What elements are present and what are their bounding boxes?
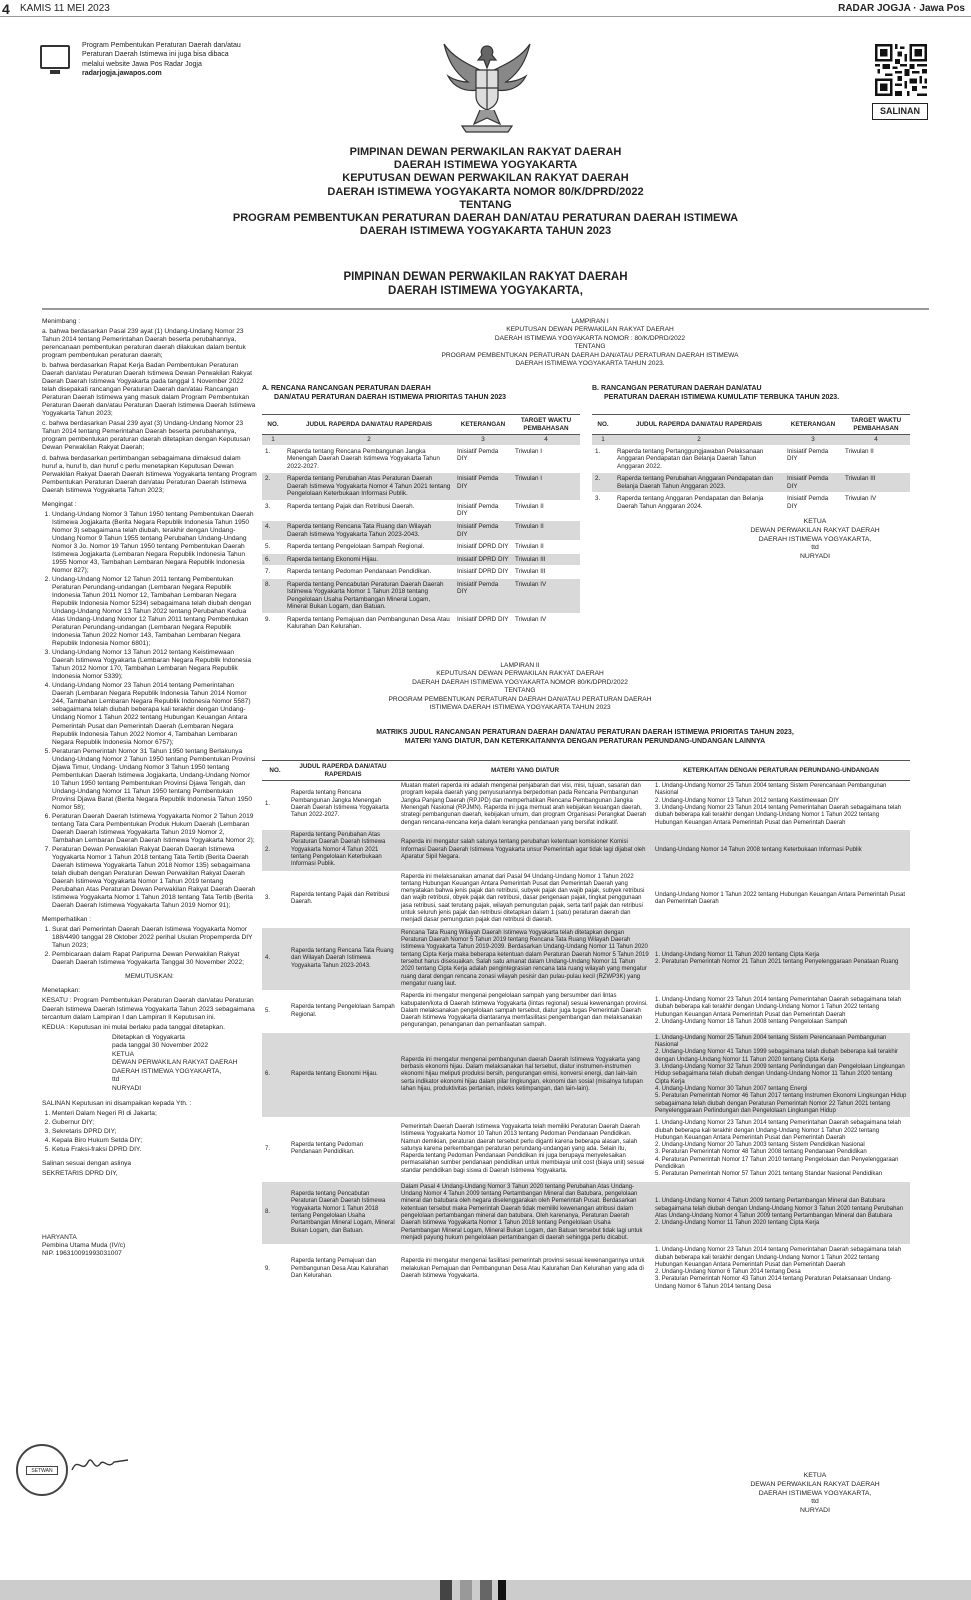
col-index: 1 <box>592 435 614 446</box>
signature-line: ttd <box>811 1498 819 1506</box>
list-item: 4. Undang-Undang Nomor 23 Tahun 2014 tentang Pemerintahan Daerah (Lembaran Negara Republik Indonesia Tahun 2014 Nomor 244, Tambahan Lembaran Negara Republik Indonesia Nomor 5587) sebagaimana telah diubah beberapa kali terakhir dengan Undang- Undang Nomor 1 Tahun 2022 tentang Hubungan Keuangan Antara Pemerintah Pusat dan Pemerintah Daerah (Lembaran Negara Republik Indonesia Tahun 2022 Nomor 4, Tambahan Lembaran Negara Republik Indonesia Nomor 6757); <box>52 682 257 746</box>
col-index: 1 <box>262 435 284 446</box>
matrix-title <box>270 729 900 747</box>
signature-line: ttd <box>811 544 819 552</box>
table-row <box>262 566 580 579</box>
page-date: KAMIS 11 MEI 2023 <box>20 3 110 14</box>
table-row <box>262 541 580 554</box>
table-cell: Inisiatif DPRD DIY <box>454 613 512 633</box>
table-cell: 9. <box>262 1245 288 1294</box>
col-materi: MATERI YANG DIATUR <box>398 761 652 781</box>
signature-line: DEWAN PERWAKILAN RAKYAT DAERAH <box>750 1480 880 1488</box>
list-item: 5. Peraturan Pemerintah Nomor 31 Tahun 1950 tentang Berlakunya Undang-Undang Nomor 2 Tahun 1950 tentang Pembentukan Provinsi Djawa Timur, Undang- Undang Nomor 3 Tahun 1950 tentang Pembentukan Daerah Istimewa Jogjakarta, Undang-Undang Nomor 10 Tahun 1950 tentang Pembentukan Provinsi Djawa Tengah, dan Undang-Undang Nomor 11 Tahun 1950 tentang Pembentukan Provinsi Djawa Barat (Berita Negara Republik Indonesia Tahun 1950 Nomor 58); <box>52 748 257 812</box>
table-row <box>262 781 910 830</box>
list-item: 5. Ketua Fraksi-fraksi DPRD DIY. <box>52 1146 257 1154</box>
lampiran-line: DAERAH ISTIMEWA YOGYAKARTA TAHUN 2023. <box>515 360 665 368</box>
col-keterangan: KETERANGAN <box>784 415 842 435</box>
signature-line: KETUA <box>112 1050 134 1058</box>
col-index: 4 <box>842 435 910 446</box>
table-cell: 4. <box>262 521 284 541</box>
table-body <box>592 445 910 513</box>
official-stamp <box>16 1444 68 1496</box>
table-cell: Raperda tentang Pedoman Pendanaan Pendidikan. <box>288 1118 398 1182</box>
table-cell: Inisiatif DPRD DIY <box>454 566 512 579</box>
table-cell: Triwulan II <box>512 521 580 541</box>
signature-line: DAERAH ISTIMEWA YOGYAKARTA, <box>758 1489 872 1497</box>
table-number-row <box>592 435 910 446</box>
table-cell: 1. Undang-Undang Nomor 11 Tahun 2020 tentang Cipta Kerja 2. Peraturan Pemerintah Nomor 21 Tahun 2021 tentang Penyelenggaraan Penataan Ruang <box>652 927 910 991</box>
sekretaris-nip: NIP. 196310091993031007 <box>42 1249 122 1257</box>
table-cell: Triwulan I <box>512 445 580 473</box>
table-row <box>262 521 580 541</box>
table-cell: Triwulan I <box>512 473 580 501</box>
list-item: 6. Peraturan Daerah Daerah Istimewa Yogyakarta Nomor 2 Tahun 2019 tentang Tata Cara Pembentukan Produk Hukum Daerah (Lembaran Daerah Daerah Istimewa Yogyakarta Tahun 2019 Nomor 2, Tambahan Lembaran Daerah Daerah Istimewa Yogyakarta Nomor 2); <box>52 813 257 845</box>
memperhatikan-list <box>42 926 257 967</box>
signature-line: Ditetapkan di Yogyakarta <box>112 1033 185 1041</box>
table-cell: Raperda ini melaksanakan amanat dari Pasal 94 Undang-Undang Nomor 1 Tahun 2022 tentang Hubungan Keuangan Antara Pemerintah Pusat dan Pemerintah Daerah yang menyatakan bahwa jenis pajak dan retribusi, subyek pajak dan wajib pajak, subyek retribusi dan wajib retribusi, obyek pajak dan retribusi, dasar pengenaan pajak, tingkat penggunaan jasa retribusi, saat terutang pajak, wilayah pemungutan pajak, serta tarif pajak dan retribusi untuk seluruh jenis pajak dan retribusi ditetapkan dalam 1 (satu) peraturan daerah dan menjadi dasar pemungutan pajak dan retribusi di daerah. <box>398 871 652 927</box>
table-cell: Raperda ini mengatur mengenai pengelolaan sampah yang bersumber dari lintas kabupaten/kota di Daerah Istimewa Yogyakarta (lintas regional) sesuai kewenangan provinsi. Dalam melaksanakan pengelolaan sampah tersebut, diatur juga tugas Pemerintah Daerah Daerah Istimewa Yogyakarta diantaranya memfasilitasi pengembangan dan melaksanakan pengurangan, penanganan dan pemanfaatan sampah. <box>398 991 652 1033</box>
newspaper-name: RADAR JOGJA · Jawa Pos <box>838 3 965 14</box>
lampiran-line: LAMPIRAN I <box>571 318 609 325</box>
signature-line: DEWAN PERWAKILAN RAKYAT DAERAH <box>112 1059 238 1067</box>
signature-line: DEWAN PERWAKILAN RAKYAT DAERAH <box>750 526 880 534</box>
sekretaris-name: HARYANTA <box>42 1233 77 1241</box>
lampiran-2-heading <box>320 662 720 713</box>
col-index: 3 <box>454 435 512 446</box>
table-cell: Raperda ini mengatur mengenai fasilitasi pemerintah provinsi sesuai kewenangannya untuk melakukan Pemajuan dan Pembangunan Desa Atau Kalurahan Dan Kelurahan yang ada di Daerah Istimewa Yogyakarta. <box>398 1245 652 1294</box>
table-cell: Triwulan II <box>512 500 580 520</box>
table-cell: 1. <box>262 445 284 473</box>
table-row <box>262 1245 910 1294</box>
table-number-row <box>262 435 580 446</box>
table-cell: Inisiatif Pemda DIY <box>454 473 512 501</box>
table-row <box>262 613 580 633</box>
col-no: NO. <box>262 761 288 781</box>
table-cell: 1. Undang-Undang Nomor 23 Tahun 2014 tentang Pemerintahan Daerah sebagaimana telah diubah beberapa kali terakhir dengan Undang-Undang Nomor 1 Tahun 2022 tentang Hubungan Keuangan Antara Pemerintah Pusat dan Pemerintah Daerah 2. Undang-Undang Nomor 20 Tahun 2003 tentang Sistem Pendidikan Nasional 3. Peraturan Pemerintah Nomor 48 Tahun 2008 tentang Pendanaan Pendidikan 4. Peraturan Pemerintah Nomor 17 Tahun 2010 tentang Pengelolaan dan Penyelenggaraan Pendidikan 5. Peraturan Pemerintah Nomor 57 Tahun 2021 tentang Standar Nasional Pendidikan <box>652 1118 910 1182</box>
table-row <box>262 829 910 871</box>
col-judul: JUDUL RAPERDA DAN/ATAU RAPERDAIS <box>614 415 784 435</box>
table-cell: Raperda tentang Rencana Tata Ruang dan Wilayah Daerah Istimewa Yogyakarta Tahun 2023-2043. <box>284 521 454 541</box>
signature-line: DAERAH ISTIMEWA YOGYAKARTA, <box>112 1067 222 1075</box>
signature-line: ttd <box>112 1076 120 1084</box>
table-cell: 1. Undang-Undang Nomor 23 Tahun 2014 tentang Pemerintahan Daerah sebagaimana telah diubah beberapa kali terakhir dengan Undang-Undang Nomor 1 Tahun 2022 tentang Hubungan Keuangan Antara Pemerintah Pusat dan Pemerintah Daerah 2. Undang-Undang Nomor 18 Tahun 2008 tentang Pengelolaan Sampah <box>652 991 910 1033</box>
signature-line: KETUA <box>803 1472 827 1479</box>
table-cell: 7. <box>262 1118 288 1182</box>
section-line: PERATURAN DAERAH ISTIMEWA KUMULATIF TERBUKA TAHUN 2023. <box>604 393 840 401</box>
heading-line: DAERAH ISTIMEWA YOGYAKARTA NOMOR 80/K/DPRD/2022 <box>327 185 644 198</box>
decree-heading <box>170 146 801 238</box>
signature-line: NURYADI <box>112 1084 142 1092</box>
heading-line: KEPUTUSAN DEWAN PERWAKILAN RAKYAT DAERAH <box>342 172 629 185</box>
section-b-heading <box>592 385 912 403</box>
table-cell: 3. <box>262 871 288 927</box>
col-index: 4 <box>512 435 580 446</box>
table-cell: Triwulan III <box>512 553 580 566</box>
table-cell: Raperda tentang Pemajuan dan Pembangunan Desa Atau Kalurahan Dan Kelurahan. <box>284 613 454 633</box>
table-cell: 1. Undang-Undang Nomor 4 Tahun 2009 tentang Pertambangan Mineral dan Batubara sebagaimana telah diubah dengan Undang-Undang Nomor 3 Tahun 2020 tentang Perubahan Atas Undang-Undang Nomor 4 Tahun 2009 tentang Pertambangan Mineral dan Batubara 2. Undang-Undang Nomor 11 Tahun 2020 tentang Cipta Kerja <box>652 1181 910 1245</box>
mengingat-label: Mengingat : <box>42 500 77 508</box>
table-prioritas <box>262 414 580 634</box>
col-no: NO. <box>592 415 614 435</box>
computer-icon <box>40 45 70 69</box>
lampiran-line: ISTIMEWA DAERAH ISTIMEWA YOGYAKARTA TAHUN 2023 <box>429 704 611 712</box>
signature-block-lampiran-1 <box>700 518 930 562</box>
matrix-title-line: MATRIKS JUDUL RANCANGAN PERATURAN DAERAH DAN/ATAU PERATURAN DAERAH ISTIMEWA PRIORITAS TAHUN 2023, <box>376 729 794 736</box>
table-cell: Pemerintah Daerah Daerah Istimewa Yogyakarta telah memiliki Peraturan Daerah Daerah Istimewa Yogyakarta Nomor 10 Tahun 2013 tentang Pedoman Pendanaan Pendidikan. Namun demikian, peraturan daerah tersebut perlu diganti karena beberapa alasan, salah satunya karena perkembangan peraturan perundang-undangan yang ada. Selain itu, Raperda tentang Pedoman Pendanaan Pendidikan ini juga berupaya menyelesaikan permasalahan sumber pendanaan pendidikan untuk membiayai unit cost (biaya unit) sesuai standar pendidikan bagi siswa di Daerah Istimewa Yogyakarta. <box>398 1118 652 1182</box>
issuer-heading <box>170 270 801 299</box>
heading-line: PIMPINAN DEWAN PERWAKILAN RAKYAT DAERAH <box>349 146 622 158</box>
table-cell: Triwulan II <box>512 541 580 554</box>
table-row <box>262 445 580 473</box>
decree-body <box>42 318 257 1258</box>
heading-line: PIMPINAN DEWAN PERWAKILAN RAKYAT DAERAH <box>343 271 628 283</box>
heading-line: PROGRAM PEMBENTUKAN PERATURAN DAERAH DAN/ATAU PERATURAN DAERAH ISTIMEWA <box>232 211 739 224</box>
table-cell: Raperda tentang Perubahan Atas Peraturan Daerah Daerah Istimewa Yogyakarta Nomor 4 Tahun 2021 tentang Pengelolaan Keterbukaan Informasi Publik. <box>288 829 398 871</box>
table-cell: 2. <box>592 473 614 493</box>
table-cell: Inisiatif Pemda DIY <box>454 521 512 541</box>
table-cell: Triwulan III <box>842 473 910 493</box>
col-target: TARGET WAKTU PEMBAHASAN <box>512 415 580 435</box>
table-matrix <box>262 760 910 1294</box>
table-cell: Raperda tentang Rencana Pembangunan Jangka Menengah Daerah Daerah Istimewa Yogyakarta Tahun 2022-2027. <box>284 445 454 473</box>
table-cell: Raperda tentang Rencana Pembangunan Jangka Menengah Daerah Daerah Istimewa Yogyakarta Tahun 2022-2027. <box>288 781 398 830</box>
online-note-url[interactable]: radarjogja.jawapos.com <box>82 70 162 78</box>
signature-line: KETUA <box>803 518 827 525</box>
table-cell: 5. <box>262 541 284 554</box>
list-item: 1. Undang-Undang Nomor 3 Tahun 1950 tentang Pembentukan Daerah Istimewa Jogjakarta (Berita Negara Republik Indonesia Tahun 1950 Nomor 3) sebagaimana telah diubah, terakhir dengan Undang-Undang Nomor 9 Tahun 1955 tentang Perubahan Undang-Undang Nomor 3 Jo. Nomor 19 Tahun 1950 tentang Pembentukan Daerah Istimewa Jogjakarta (Lembaran Negara Republik Indonesia Tahun 1955 Nomor 43, Tambahan Lembaran Negara Republik Indonesia Nomor 827); <box>52 511 257 575</box>
list-item: 1. Surat dari Pemerintah Daerah Daerah Istimewa Yogyakarta Nomor 188/4490 tanggal 28 Oktober 2022 perihal Usulan Propemperda DIY Tahun 2023; <box>52 926 257 950</box>
table-cell: 2. <box>262 473 284 501</box>
table-cell: Triwulan II <box>842 445 910 473</box>
signature-line: DAERAH ISTIMEWA YOGYAKARTA, <box>758 535 872 543</box>
list-item: 3. Undang-Undang Nomor 13 Tahun 2012 tentang Keistimewaan Daerah Istimewa Yogyakarta (Lembaran Negara Republik Indonesia Tahun 2012 Nomor 170, Tambahan Lembaran Negara Republik Indonesia Nomor 5339); <box>52 649 257 681</box>
table-cell: Inisiatif Pemda DIY <box>454 578 512 613</box>
footer-mark <box>498 1580 506 1600</box>
signature-line: pada tanggal 30 November 2022 <box>112 1042 209 1050</box>
menimbang-label: Menimbang : <box>42 318 81 325</box>
table-row <box>262 1118 910 1182</box>
signature-line: NURYADI <box>800 1507 830 1515</box>
table-cell: Inisiatif Pemda DIY <box>454 500 512 520</box>
stamp-label: SETWAN <box>26 1466 58 1475</box>
lampiran-line: LAMPIRAN II <box>500 662 540 669</box>
table-cell: Triwulan IV <box>512 578 580 613</box>
list-item: 7. Peraturan Dewan Perwakilan Rakyat Daerah Daerah Istimewa Yogyakarta Nomor 1 Tahun 2018 tentang Tata Tertib (Berita Daerah Daerah Istimewa Yogyakarta Tahun 2018 Nomor 135) sebagaimana telah diubah dengan Peraturan Dewan Perwakilan Rakyat Daerah Daerah Istimewa Yogyakarta Nomor 1 Tahun 2019 tentang Perubahan Atas Peraturan Dewan Perwakilan Rakyat Daerah Daerah Istimewa Yogyakarta Nomor 1 Tahun 2018 tentang Tata Tertib (Berita Daerah Daerah Istimewa Yogyakarta Tahun 2019 Nomor 91); <box>52 846 257 910</box>
table-cell: 3. <box>592 493 614 513</box>
heading-line: DAERAH ISTIMEWA YOGYAKARTA TAHUN 2023 <box>359 225 612 238</box>
table-body <box>262 781 910 1294</box>
col-keterkaitan: KETERKAITAN DENGAN PERATURAN PERUNDANG-UNDANGAN <box>652 761 910 781</box>
list-item: 3. Sekretaris DPRD DIY; <box>52 1128 257 1136</box>
table-cell: 3. <box>262 500 284 520</box>
col-judul: JUDUL RAPERDA DAN/ATAU RAPERDAIS <box>284 415 454 435</box>
col-index: 2 <box>614 435 784 446</box>
table-cell: Triwulan III <box>512 566 580 579</box>
table-cell: Raperda tentang Pemajuan dan Pembangunan Desa Atau Kalurahan Dan Kelurahan. <box>288 1245 398 1294</box>
table-row <box>262 473 580 501</box>
table-cell: Raperda ini mengatur salah satunya tentang perubahan ketentuan komisioner Komisi Informasi Daerah Daerah Istimewa Yogyakarta unsur Pemerintah agar tidak lagi dijabat oleh Aparatur Sipil Negara. <box>398 829 652 871</box>
table-kumulatif <box>592 414 910 513</box>
table-row <box>262 578 580 613</box>
table-cell: Raperda tentang Pencabutan Peraturan Daerah Daerah Istimewa Yogyakarta Nomor 1 Tahun 2018 tentang Pengelolaan Usaha Pertambangan Mineral Logam, Mineral Bukan Logam, dan Batuan. <box>288 1181 398 1245</box>
table-row <box>592 493 910 513</box>
heading-line: DAERAH ISTIMEWA YOGYAKARTA, <box>388 285 583 298</box>
lampiran-line: PROGRAM PEMBENTUKAN PERATURAN DAERAH DAN/ATAU PERATURAN DAERAH ISTIMEWA <box>441 351 739 359</box>
table-body <box>262 445 580 633</box>
table-cell: Raperda tentang Pertanggungjawaban Pelaksanaan Anggaran Pendapatan dan Belanja Daerah Tahun Anggaran 2022. <box>614 445 784 473</box>
table-cell: Undang-Undang Nomor 14 Tahun 2008 tentang Keterbukaan Informasi Publik <box>652 829 910 871</box>
col-judul: JUDUL RAPERDA DAN/ATAU RAPERDAIS <box>288 761 398 781</box>
lampiran-1-heading <box>420 318 760 369</box>
online-note-text <box>82 41 242 79</box>
table-cell: Raperda tentang Perubahan Anggaran Pendapatan dan Belanja Daerah Tahun Anggaran 2023. <box>614 473 784 493</box>
table-row <box>262 871 910 927</box>
list-item: 2. Pembicaraan dalam Rapat Paripurna Dewan Perwakilan Rakyat Daerah Daerah Istimewa Yogyakarta Tanggal 30 November 2022; <box>52 951 257 967</box>
list-item: 2. Gubernur DIY; <box>52 1119 257 1127</box>
tembusan-list <box>42 1110 257 1154</box>
table-cell: 1. <box>262 781 288 830</box>
table-cell: 1. <box>592 445 614 473</box>
lampiran-line: TENTANG <box>574 343 606 351</box>
salinan-badge: SALINAN <box>872 103 928 120</box>
table-cell: Inisiatif Pemda DIY <box>784 445 842 473</box>
col-index: 3 <box>784 435 842 446</box>
table-cell: 6. <box>262 1032 288 1117</box>
table-cell: 8. <box>262 578 284 613</box>
table-cell: Raperda tentang Pedoman Pendanaan Pendidikan. <box>284 566 454 579</box>
matrix-title-line: MATERI YANG DIATUR, DAN KETERKAITANNYA DENGAN PERATURAN PERUNDANG-UNDANGAN LAINNYA <box>404 737 766 745</box>
table-row <box>262 991 910 1033</box>
table-row <box>592 445 910 473</box>
table-cell: Raperda tentang Pengelolaan Sampah Regional. <box>288 991 398 1033</box>
sekretaris-title: SEKRETARIS DPRD DIY, <box>42 1169 118 1177</box>
menimbang-item: b. bahwa berdasarkan Rapat Kerja Badan Pembentukan Peraturan Daerah dan/atau Peraturan Daerah Istimewa Dewan Perwakilan Rakyat Daerah Daerah Istimewa Yogyakarta pada tanggal 1 November 2022 telah disepakati rancangan Peraturan Daerah dan/atau Rancangan Peraturan Daerah Istimewa yang masuk dalam Program Pembentukan Peraturan Daerah dan/atau Peraturan Daerah Istimewa Daerah Istimewa Yogyakarta Tahun 2023; <box>42 362 256 418</box>
table-row <box>262 553 580 566</box>
page-header-bar <box>0 0 971 17</box>
table-cell: 2. <box>262 829 288 871</box>
kedua-clause: KEDUA : Keputusan ini mulai berlaku pada tanggal ditetapkan. <box>42 1023 225 1031</box>
lampiran-line: DAERAH ISTIMEWA YOGYAKARTA NOMOR : 80/K/DPRD/2022 <box>494 334 686 342</box>
table-row <box>592 473 910 493</box>
footer-mark <box>440 1580 452 1600</box>
salinan-sesuai: Salinan sesuai dengan aslinya <box>42 1159 132 1167</box>
signature-scribble-icon <box>70 1452 130 1478</box>
table-header-row <box>262 761 910 781</box>
sekretaris-rank: Pembina Utama Muda (IV/c) <box>42 1241 126 1249</box>
footer-mark <box>460 1580 472 1600</box>
memutuskan-label: MEMUTUSKAN: <box>125 973 174 981</box>
table-cell: Inisiatif Pemda DIY <box>784 473 842 493</box>
table-cell: Raperda tentang Ekonomi Hijau. <box>284 553 454 566</box>
tembusan-label: SALINAN Keputusan ini disampaikan kepada Yth. : <box>42 1099 192 1107</box>
table-cell: 8. <box>262 1181 288 1245</box>
table-cell: 6. <box>262 553 284 566</box>
table-cell: Raperda tentang Pencabutan Peraturan Daerah Daerah Istimewa Yogyakarta Nomor 1 Tahun 2018 tentang Pengelolaan Usaha Pertambangan Mineral Logam, Mineral Bukan Logam, dan Batuan. <box>284 578 454 613</box>
online-note-line: Program Pembentukan Peraturan Daerah dan/atau Peraturan Daerah Istimewa ini juga bisa dibaca melalui website Jawa Pos Radar Jogja <box>82 42 241 68</box>
table-cell: Raperda tentang Perubahan Atas Peraturan Daerah Daerah Istimewa Yogyakarta Nomor 4 Tahun 2021 tentang Pengelolaan Keterbukaan Informasi Publik. <box>284 473 454 501</box>
table-cell: Undang-Undang Nomor 1 Tahun 2022 tentang Hubungan Keuangan Antara Pemerintah Pusat dan Pemerintah Daerah <box>652 871 910 927</box>
table-cell: Triwulan IV <box>512 613 580 633</box>
divider <box>42 308 929 310</box>
table-cell: 1. Undang-Undang Nomor 25 Tahun 2004 tentang Sistem Perencanaan Pembangunan Nasional 2. Undang-Undang Nomor 41 Tahun 1999 sebagaimana telah diubah beberapa kali terakhir dengan Undang-Undang Nomor 11 Tahun 2020 tentang Cipta Kerja 3. Undang-Undang Nomor 32 Tahun 2009 tentang Perlindungan dan Pengelolaan Lingkungan Hidup sebagaimana telah diubah dengan Undang-Undang Nomor 11 Tahun 2020 tentang Cipta Kerja 4. Undang-Undang Nomor 30 Tahun 2007 tentang Energi 5. Peraturan Pemerintah Nomor 46 Tahun 2017 tentang Instrumen Ekonomi Lingkungan Hidup sebagaimana telah diubah dengan Peraturan Pemerintah Nomor 22 Tahun 2021 tentang Penyelenggaraan Perlindungan dan Pengelolaan Lingkungan Hidup <box>652 1032 910 1117</box>
table-cell: Inisiatif DPRD DIY <box>454 541 512 554</box>
table-cell: Raperda tentang Anggaran Pendapatan dan Belanja Daerah Tahun Anggaran 2024. <box>614 493 784 513</box>
table-row <box>262 1181 910 1245</box>
col-no: NO. <box>262 415 284 435</box>
table-cell: Raperda tentang Pajak dan Retribusi Daerah. <box>284 500 454 520</box>
menimbang-item: a. bahwa berdasarkan Pasal 239 ayat (1) Undang-Undang Nomor 23 Tahun 2014 tentang Pemerintahan Daerah beserta perubahannya, perencanaan pembentukan peraturan daerah dilakukan dalam bentuk program pembentukan peraturan daerah; <box>42 328 246 360</box>
table-cell: Raperda tentang Pajak dan Retribusi Daerah. <box>288 871 398 927</box>
table-row <box>262 500 580 520</box>
table-cell: Raperda tentang Pengelolaan Sampah Regional. <box>284 541 454 554</box>
heading-line: DAERAH ISTIMEWA YOGYAKARTA <box>393 159 578 172</box>
section-line: DAN/ATAU PERATURAN DAERAH ISTIMEWA PRIORITAS TAHUN 2023 <box>274 393 507 401</box>
lampiran-line: TENTANG <box>504 687 536 695</box>
mengingat-list <box>42 511 257 911</box>
table-header-row <box>262 415 580 435</box>
section-line: A. RENCANA RANCANGAN PERATURAN DAERAH <box>262 385 431 392</box>
list-item: 1. Menteri Dalam Negeri RI di Jakarta; <box>52 1110 257 1118</box>
table-cell: 7. <box>262 566 284 579</box>
table-cell: Raperda tentang Rencana Tata Ruang dan Wilayah Daerah Istimewa Yogyakarta Tahun 2023-2043. <box>288 927 398 991</box>
heading-line: TENTANG <box>459 198 512 211</box>
signature-line: NURYADI <box>800 553 830 561</box>
table-cell: Raperda tentang Ekonomi Hijau. <box>288 1032 398 1117</box>
lampiran-line: KEPUTUSAN DEWAN PERWAKILAN RAKYAT DAERAH <box>506 326 674 334</box>
table-cell: 5. <box>262 991 288 1033</box>
table-cell: Inisiatif Pemda DIY <box>454 445 512 473</box>
qr-code-icon[interactable] <box>875 44 927 96</box>
page-footer-bar <box>0 1580 971 1600</box>
page-number: 4 <box>2 1 10 17</box>
list-item: 2. Undang-Undang Nomor 12 Tahun 2011 tentang Pembentukan Peraturan Perundang-undangan (Lembaran Negara Republik Indonesia Tahun 2011 Nomor 12, Tambahan Lembaran Negara Republik Indonesia Nomor 5234) sebagaimana telah diubah dengan Undang-Undang Nomor 13 Tahun 2022 tentang Perubahan Kedua Atas Undang-Undang Nomor 12 Tahun 2011 tentang Pembentukan Peraturan Perundang-undangan (Lembaran Negara Republik Indonesia Tahun 2022 Nomor 143, Tambahan Lembaran Negara Republik Indonesia Nomor 6801); <box>52 576 257 648</box>
lampiran-line: KEPUTUSAN DEWAN PERWAKILAN RAKYAT DAERAH <box>436 670 604 678</box>
table-cell: 1. Undang-Undang Nomor 25 Tahun 2004 tentang Sistem Perencanaan Pembangunan Nasional 2. Undang-Undang Nomor 13 Tahun 2012 tentang Keistimewaan DIY 3. Undang-Undang Nomor 23 Tahun 2014 tentang Pemerintahan Daerah sebagaimana telah diubah beberapa kali terakhir dengan Undang-Undang Nomor 1 Tahun 2022 tentang Hubungan Keuangan Antara Pemerintah Pusat dan Pemerintah Daerah <box>652 781 910 830</box>
table-cell: Triwulan IV <box>842 493 910 513</box>
table-cell: Inisiatif Pemda DIY <box>784 493 842 513</box>
menimbang-item: c. bahwa berdasarkan Pasal 239 ayat (3) Undang-Undang Nomor 23 Tahun 2014 tentang Pemerintahan Daerah beserta perubahannya, program pembentukan peraturan daerah ditetapkan dengan Keputusan Dewan Perwakilan Rakyat Daerah; <box>42 420 251 452</box>
section-line: B. RANCANGAN PERATURAN DAERAH DAN/ATAU <box>592 385 762 392</box>
table-cell: 4. <box>262 927 288 991</box>
table-row <box>262 1032 910 1117</box>
table-cell: Inisiatif DPRD DIY <box>454 553 512 566</box>
table-cell: Dalam Pasal 4 Undang-Undang Nomor 3 Tahun 2020 tentang Perubahan Atas Undang-Undang Nomor 4 Tahun 2009 tentang Pertambangan Mineral dan Batubara, pengelolaan mineral dan batubara oleh negara diselenggarakan oleh Pemerintah Pusat. Berdasarkan ketentuan tersebut maka Pemerintah Daerah tidak memiliki kewenangan atribusi dalam pengelolaan pertambangan mineral dan batubara. Oleh karenanya, Peraturan Daerah Daerah Istimewa Yogyakarta Nomor 1 Tahun 2018 tentang Pengelolaan Usaha Pertambangan Mineral Logam, Mineral Bukan Logam, dan Batuan tersebut tidak lagi untuk menjadi payung hukum pengelolaan pertambangan di daerah sehingga perlu dicabut. <box>398 1181 652 1245</box>
section-a-heading <box>262 385 580 403</box>
col-keterangan: KETERANGAN <box>454 415 512 435</box>
list-item: 4. Kepala Biro Hukum Setda DIY; <box>52 1137 257 1145</box>
table-cell: Muatan materi raperda ini adalah mengenai penjabaran dari visi, misi, tujuan, sasaran dan program kepala daerah yang penyusunannya berpedoman pada Rencana Pembangunan Jangka Panjang Daerah (RPJPD) dan memperhatikan Rencana Pembangunan Jangka Menengah Nasional (RPJMN). Raperda ini juga memuat arah kebijakan keuangan daerah, strategi pembangunan daerah, kebijakan umum, dan program Organisasi Perangkat Daerah dengan rencana-rencana kerja dalam kerangka pendanaan yang bersifat indikatif. <box>398 781 652 830</box>
garuda-emblem-icon <box>440 38 534 134</box>
table-cell: Raperda ini mengatur mengenai pembangunan daerah Daerah Istimewa Yogyakarta yang berbasis ekonomi hijau. Dalam melaksanakan hal tersebut, diatur instrumen-instrumen ekonomi hijau meliputi produksi bersih, pengurangan emisi, konversi energi, dan lain-lain serta indikator ekonomi hijau dalam pilar lingkungan, ekonomi dan sosial (misalnya tutupan lahan hijau, produktivitas pertanian, indeks ketimpangan, dan lain-lain). <box>398 1032 652 1117</box>
kesatu-clause: KESATU : Program Pembentukan Peraturan Daerah dan/atau Peraturan Daerah Istimewa Daerah Istimewa Yogyakarta Tahun 2023 sebagaimana tercantum dalam Lampiran I dan Lampiran II Keputusan ini. <box>42 997 255 1021</box>
lampiran-line: PROGRAM PEMBENTUKAN PERATURAN DAERAH DAN/ATAU PERATURAN DAERAH <box>388 695 652 703</box>
memperhatikan-label: Memperhatikan : <box>42 916 92 924</box>
lampiran-line: DAERAH DAERAH ISTIMEWA YOGYAKARTA NOMOR 80/K/DPRD/2022 <box>412 678 628 686</box>
col-index: 2 <box>284 435 454 446</box>
signature-block-lampiran-2 <box>700 1472 930 1516</box>
table-header-row <box>592 415 910 435</box>
menetapkan-label: Menetapkan: <box>42 987 81 995</box>
table-cell: 1. Undang-Undang Nomor 23 Tahun 2014 tentang Pemerintahan Daerah sebagaimana telah diubah beberapa kali terakhir dengan Undang-Undang Nomor 1 Tahun 2022 tentang Hubungan Keuangan Antara Pemerintah Pusat dan Pemerintah Daerah 2. Undang-Undang Nomor 6 Tahun 2014 tentang Desa 3. Peraturan Pemerintah Nomor 43 Tahun 2014 tentang Peraturan Pelaksanaan Undang-Undang Nomor 6 Tahun 2014 tentang Desa <box>652 1245 910 1294</box>
table-cell: Rencana Tata Ruang Wilayah Daerah Istimewa Yogyakarta telah ditetapkan dengan Peraturan Daerah Nomor 5 Tahun 2019 tentang Rencana Tata Ruang Wilayah Daerah Istimewa Yogyakarta Tahun 2019-2039. Berdasarkan Undang-Undang Nomor 11 Tahun 2020 tentang Cipta Kerja maka beberapa ketentuan dalam Peraturan Daerah Nomor 5 Tahun 2019 tersebut harus disesuaikan. Salah satu amanat dalam Undang-Undang Nomor 11 Tahun 2020 tentang Cipta Kerja adalah pengintegrasian rencana tata ruang wilayah yang mengatur ruang darat dengan rencana zonasi wilayah pesisir dan pulau-pulau kecil (RZWP3K) yang mengatur ruang laut. <box>398 927 652 991</box>
footer-mark <box>480 1580 492 1600</box>
table-row <box>262 927 910 991</box>
signature-block <box>112 1034 257 1094</box>
col-target: TARGET WAKTU PEMBAHASAN <box>842 415 910 435</box>
table-cell: 9. <box>262 613 284 633</box>
menimbang-item: d. bahwa berdasarkan pertimbangan sebagaimana dimaksud dalam huruf a, huruf b, dan huruf c perlu menetapkan Keputusan Dewan Perwakilan Rakyat Daerah Daerah Istimewa Yogyakarta tentang Program Pembentukan Peraturan Daerah dan/atau Peraturan Daerah Istimewa Daerah Istimewa Yogyakarta Tahun 2023; <box>42 454 257 494</box>
